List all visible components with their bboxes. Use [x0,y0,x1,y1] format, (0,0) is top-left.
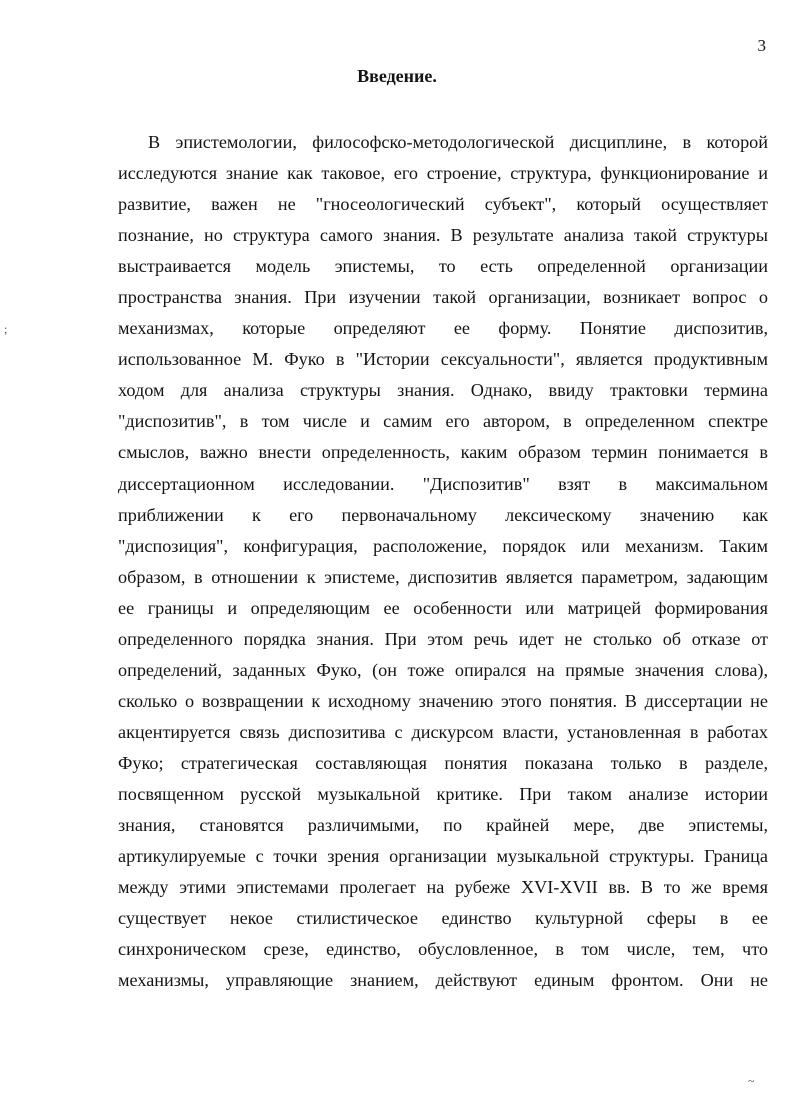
text-line: развитие, важен не "гносеологический субъект", который осуществляет [118,194,768,215]
text-line: знания, становятся различимыми, по крайней мере, две эпистемы, [118,815,768,836]
corner-scan-mark: ~ [748,1074,755,1088]
text-line: ходом для анализа структуры знания. Однако, ввиду трактовки термина [118,380,768,401]
text-line: пространства знания. При изучении такой организации, возникает вопрос о [118,287,768,308]
body-paragraph [118,127,768,996]
text-line: артикулируемые с точки зрения организации музыкальной структуры. Граница [118,846,768,867]
page-number: 3 [757,36,766,55]
text-line: акцентируется связь диспозитива с дискурсом власти, установленная в работах [118,721,768,742]
text-line: выстраивается модель эпистемы, то есть определенной организации [118,256,768,277]
text-line: познание, но структура самого знания. В результате анализа такой структуры [118,225,768,246]
text-line: механизмы, управляющие знанием, действуют единым фронтом. Они не [118,970,768,991]
text-line: синхроническом срезе, единство, обусловленное, в том числе, тем, что [118,939,768,960]
text-line: использованное М. Фуко в "Истории сексуальности", является продуктивным [118,349,768,370]
section-heading: Введение. [357,66,437,86]
text-line: "диспозиция", конфигурация, расположение, порядок или механизм. Таким [118,535,768,556]
text-line: приближении к его первоначальному лексическому значению как [118,504,768,525]
text-line: между этими эпистемами пролегает на рубеже XVI-XVII вв. В то же время [118,877,768,898]
text-line: "диспозитив", в том числе и самим его автором, в определенном спектре [118,411,768,432]
text-line: смыслов, важно внести определенность, каким образом термин понимается в [118,442,768,463]
text-line: существует некое стилистическое единство культурной сферы в ее [118,908,768,929]
text-line: исследуются знание как таковое, его строение, структура, функционирование и [118,163,768,184]
text-line: определений, заданных Фуко, (он тоже опирался на прямые значения слова), [118,659,768,680]
text-line: ее границы и определяющим ее особенности или матрицей формирования [118,597,768,618]
text-line: сколько о возвращении к исходному значению этого понятия. В диссертации не [118,690,768,711]
text-line: посвященном русской музыкальной критике. При таком анализе истории [118,783,768,804]
margin-scan-mark: ; [4,322,8,336]
text-line: механизмах, которые определяют ее форму. Понятие диспозитив, [118,318,768,339]
text-line: Фуко; стратегическая составляющая понятия показана только в разделе, [118,752,768,773]
text-line: определенного порядка знания. При этом речь идет не столько об отказе от [118,628,768,649]
text-line: В эпистемологии, философско-методологической дисциплине, в которой [148,132,768,152]
text-line: образом, в отношении к эпистеме, диспозитив является параметром, задающим [118,566,768,587]
text-line: диссертационном исследовании. "Диспозитив" взят в максимальном [118,473,768,494]
